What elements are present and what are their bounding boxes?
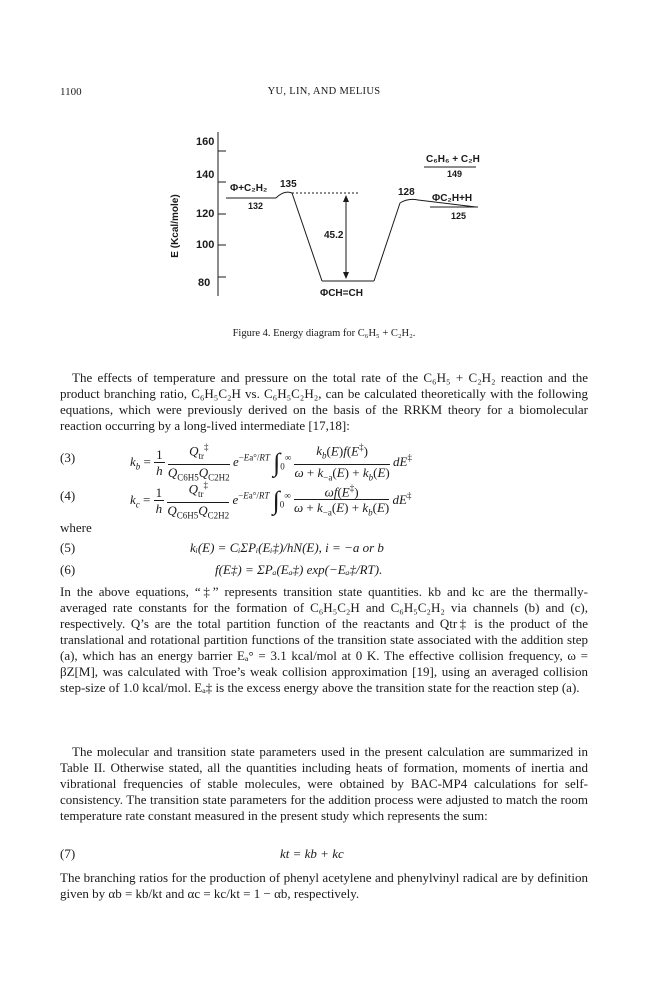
equation-4-number: (4) <box>60 488 76 503</box>
ts1-curve <box>276 192 292 198</box>
equation-3-number: (3) <box>60 450 76 465</box>
equation-6 <box>60 562 588 578</box>
equation-4: (4) $k_c$ = $\frac{1}{h}$ $\frac{Q_{tr}^\ddagger}{Q_{C6H5}Q_{C2H2}}$ $e^{-Ea^\circ/RT}$ $\int_0^\infty$ $\frac{\omega f(E^\ddagger)}{\omega + k_{-a}(E) + k_b(E)}$ dE‡ <box>60 480 412 521</box>
y-axis-label: E (Kcal/mole) <box>170 194 181 258</box>
product-mid-label: ΦC₂H+H <box>432 193 473 204</box>
equation-6-body: f(E‡) = ΣPₐ(Eₐ‡) exp(−Eₐ‡/RT). <box>215 562 383 577</box>
y-tick-label-140: 140 <box>196 169 215 181</box>
ts1-value: 135 <box>280 179 297 190</box>
ts2-curve <box>400 199 418 203</box>
reactant-value: 132 <box>248 201 264 211</box>
barrier-arrow-head-up <box>343 195 349 202</box>
product-top-label: C₆H₆ + C₂H <box>426 154 480 165</box>
figure-caption: Figure 4. Energy diagram for C₆H₅ + C₂H₂. <box>232 328 416 339</box>
y-tick-label-160: 160 <box>196 136 215 148</box>
running-head: YU, LIN, AND MELIUS <box>267 86 381 97</box>
equation-7-number: (7) <box>60 846 76 861</box>
equation-7 <box>60 846 588 862</box>
equation-5 <box>60 540 588 556</box>
paragraph-2: In the above equations, “‡” represents transition state quantities. kb and kc are the thermally-averaged rate constants for the formation of C₆H₅C₂H and C₆H₅C₂H₂ via channels (b) and (c), respectively. Q’s are the total partition function of the reactants and Qtr‡ is the product of the translational and rotational partition functions of the transition state associated with the addition step (a), which has an energy barrier Eₐ° = 3.1 kcal/mol at 0 K. The effective collision frequency, ω = βZ[M], was calculated with Troe’s weak collision approximation [19], using an averaged collision step-size of 1.0 kcal/mol. Eₐ‡ is the excess energy above the transition state for the reaction step (a). <box>60 584 588 695</box>
well-right-wall <box>374 203 400 281</box>
reactant-label: Φ+C₂H₂ <box>230 183 268 194</box>
y-tick-label-100: 100 <box>196 239 215 251</box>
y-tick-label-80: 80 <box>198 277 211 289</box>
equation-3: (3) $k_b$ = $\frac{1}{h}$ $\frac{Q_{tr}^\ddagger}{Q_{C6H5}Q_{C2H2}}$ $e^{-Ea^\circ/RT}$ $\int_0^\infty$ $\frac{k_b(E)f(E^\ddagger)}{\omega + k_{-a}(E) + k_b(E)}$ dE‡ <box>60 442 412 483</box>
ts2-value: 128 <box>398 187 415 198</box>
energy-diagram <box>0 0 648 330</box>
well-left-wall <box>292 193 322 281</box>
well-label: ΦCH=CH <box>320 288 363 299</box>
equation-7-body: kt = kb + kc <box>280 846 344 861</box>
paragraph-4: The branching ratios for the production of phenyl acetylene and phenylvinyl radical are by definition given by αb = kb/kt and αc = kc/kt = 1 − αb, respectively. <box>60 870 588 901</box>
paragraph-3: The molecular and transition state parameters used in the present calculation are summarized in Table II. Otherwise stated, all the quantities including heats of formation, moments of inertia and vibrational frequencies of stable molecules, were obtained by BAC-MP4 calculations for self-consistency. The transition state parameters for the addition process were adjusted to match the room temperature rate constant measured in the present study which represents the sum: <box>60 744 588 823</box>
paragraph-1: The effects of temperature and pressure on the total rate of the C₆H₅ + C₂H₂ reaction and the product branching ratio, C₆H₅C₂H vs. C₆H₅C₂H₂, can be calculated theoretically with the following equations, which were previously derived on the basis of the RRKM theory for a biomolecular reaction occurring by a long-lived intermediate [17,18]: <box>60 370 588 433</box>
y-tick-label-120: 120 <box>196 208 215 220</box>
barrier-value: 45.2 <box>324 230 344 241</box>
equation-5-number: (5) <box>60 540 76 555</box>
barrier-arrow-head-down <box>343 272 349 279</box>
equation-6-number: (6) <box>60 562 76 577</box>
product-top-value: 149 <box>447 169 463 179</box>
where-label: where <box>60 520 92 535</box>
product-mid-value: 125 <box>451 211 467 221</box>
equation-5-body: kᵢ(E) = CᵢΣPᵢ(Eᵢ‡)/hN(E), i = −a or b <box>190 540 384 555</box>
page-number: 1100 <box>60 86 82 98</box>
